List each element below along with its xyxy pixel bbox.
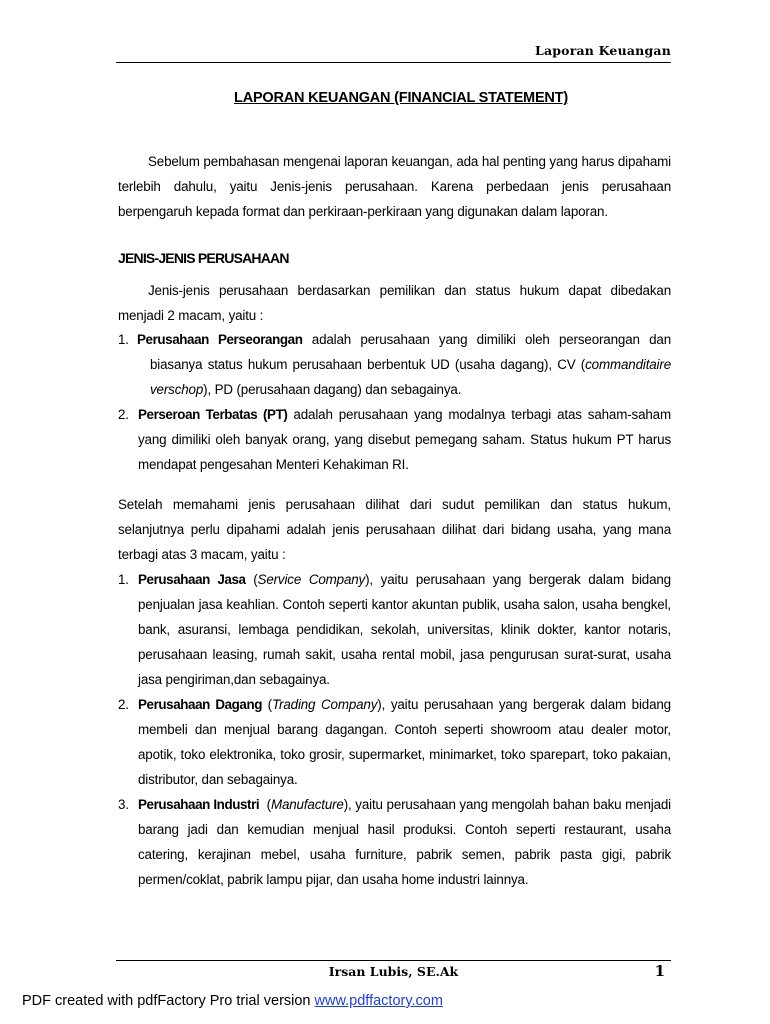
header-rule xyxy=(116,62,671,63)
list-item xyxy=(118,402,671,477)
list-text: ), yaitu perusahaan yang bergerak dalam bidang penjualan jasa keahlian. Contoh seperti kantor akuntan publik, usaha salon, usaha bengkel, bank, asuransi, lembaga pendidikan, sekolah, universitas, klinik dokter, kantor notaris, perusahaan leasing, rumah sakit, usaha rental mobil, jasa pengurusan surat-surat, usaha jasa pengiriman,dan sebagainya. xyxy=(138,572,671,687)
list-text: ), yaitu perusahaan yang bergerak dalam bidang membeli dan menjual barang dagangan. Contoh seperti showroom atau dealer motor, apotik, toko elektronika, toko grosir, supermarket, minimarket, toko sparepart, toko pakaian, distributor, dan sebagainya. xyxy=(138,697,671,787)
footer-rule xyxy=(116,960,671,961)
banner-link[interactable]: www.pdffactory.com xyxy=(314,993,443,1009)
ownership-list xyxy=(118,327,671,477)
list-number: 2. xyxy=(118,407,129,422)
list-text: ( xyxy=(262,697,272,712)
list-italic: Service Company xyxy=(257,572,366,587)
list-italic: Trading Company xyxy=(272,697,378,712)
list-item xyxy=(118,567,671,692)
intro-paragraph: Sebelum pembahasan mengenai laporan keuangan, ada hal penting yang harus dipahami terlebih dahulu, yaitu Jenis-jenis perusahaan. Karena perbedaan jenis perusahaan berpengaruh kepada format dan perkiraan-perkiraan yang digunakan dalam laporan. xyxy=(118,154,671,219)
list-number: 2. xyxy=(118,697,129,712)
list-number: 1. xyxy=(118,572,129,587)
business-lead-paragraph: Setelah memahami jenis perusahaan dilihat dari sudut pemilikan dan status hukum, selanjutnya perlu dipahami adalah jenis perusahaan dilihat dari bidang usaha, yang mana terbagi atas 3 macam, yaitu : xyxy=(118,497,671,562)
list-italic: commanditaire verschop xyxy=(150,357,671,397)
list-term: Perusahaan Perseorangan xyxy=(137,332,303,347)
running-header-title: Laporan Keuangan xyxy=(534,43,671,58)
list-term: Perseroan Terbatas (PT) xyxy=(138,407,288,422)
document-title: LAPORAN KEUANGAN (FINANCIAL STATEMENT) xyxy=(234,90,568,106)
list-term: Perusahaan Jasa xyxy=(138,572,246,587)
list-item xyxy=(118,692,671,792)
list-text: adalah perusahaan yang modalnya terbagi atas saham-saham yang dimiliki oleh banyak orang, yang disebut pemegang saham. Status hukum PT harus mendapat pengesahan Menteri Kehakiman RI. xyxy=(138,407,671,472)
list-text: ), PD (perusahaan dagang) dan sebagainya. xyxy=(203,382,462,397)
list-text: ( xyxy=(245,572,258,587)
page-number: 1 xyxy=(654,962,665,980)
footer-author: Irsan Lubis, SE.Ak xyxy=(328,964,459,979)
list-term: Perusahaan Industri xyxy=(138,797,260,812)
list-text: ), yaitu perusahaan yang mengolah bahan baku menjadi barang jadi dan kemudian menjual hasil produksi. Contoh seperti restaurant, usaha catering, kerajinan mebel, usaha furniture, pabrik semen, pabrik pasta gigi, pabrik permen/coklat, pabrik lampu pijar, dan usaha home industri lainnya. xyxy=(138,797,671,887)
list-item xyxy=(118,327,671,402)
section-lead-paragraph: Jenis-jenis perusahaan berdasarkan pemilikan dan status hukum dapat dibedakan menjadi 2 macam, yaitu : xyxy=(118,283,671,323)
list-number: 3. xyxy=(118,797,129,812)
section-heading: JENIS-JENIS PERUSAHAAN xyxy=(118,250,289,266)
list-italic: Manufacture xyxy=(270,797,344,812)
list-text: ( xyxy=(259,797,271,812)
list-text: adalah perusahaan yang dimiliki oleh perseorangan dan biasanya status hukum perusahaan berbentuk UD (usaha dagang), CV ( xyxy=(150,332,671,372)
banner-text: PDF created with pdfFactory Pro trial version xyxy=(22,993,315,1009)
business-list xyxy=(118,567,671,892)
list-term: Perusahaan Dagang xyxy=(138,697,263,712)
list-item xyxy=(118,792,671,892)
list-number: 1. xyxy=(118,332,129,347)
pdf-trial-banner xyxy=(22,993,443,1009)
